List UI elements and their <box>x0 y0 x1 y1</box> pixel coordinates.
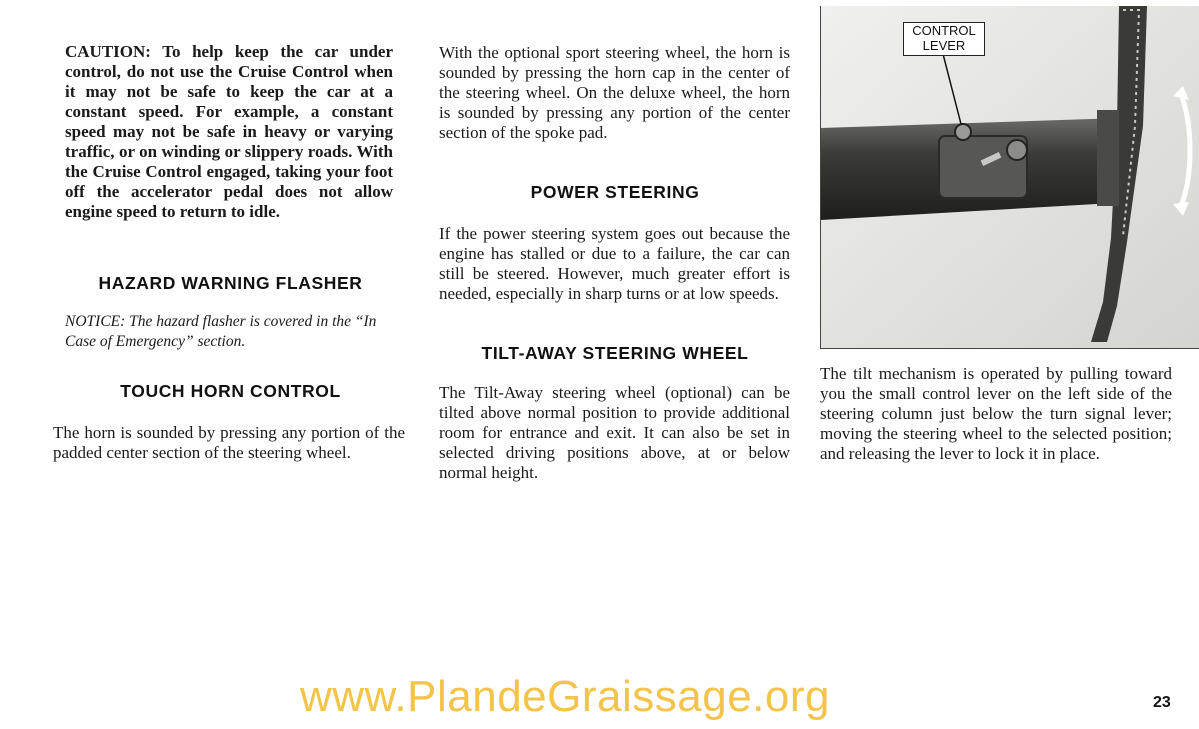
callout-line-1: CONTROL <box>912 23 976 38</box>
steering-column-illustration <box>821 6 1199 348</box>
tilt-away-heading: TILT-AWAY STEERING WHEEL <box>481 343 749 363</box>
hazard-warning-heading: HAZARD WARNING FLASHER <box>98 273 363 293</box>
tilt-mechanism-paragraph: The tilt mechanism is operated by pulling toward you the small control lever on the left side of the steering column just below the turn signal lever; moving the steering wheel to the selected position; and releasing the lever to lock it in place. <box>820 364 1172 463</box>
power-steering-paragraph: If the power steering system goes out because the engine has stalled or due to a failure, the car can still be steered. However, much greater effort is needed, especially in sharp turns or at low speeds. <box>439 224 790 303</box>
tilt-away-paragraph: The Tilt-Away steering wheel (optional) can be tilted above normal position to provide additional room for entrance and exit. It can also be set in selected driving positions above, at or below normal height. <box>439 383 790 482</box>
hazard-notice: NOTICE: The hazard flasher is covered in the “In Case of Emergency” section. <box>65 313 377 350</box>
website-watermark: www.PlandeGraissage.org <box>300 672 830 721</box>
steering-column-photo <box>820 6 1199 349</box>
touch-horn-heading: TOUCH HORN CONTROL <box>120 381 341 401</box>
control-lever-callout <box>903 22 985 56</box>
caution-paragraph: CAUTION: To help keep the car under control, do not use the Cruise Control when it may not be safe to keep the car at a constant speed. For example, a constant speed may not be safe in heavy or varying traffic, or on winding or slippery roads. With the Cruise Control engaged, taking your foot off the accelerator pedal does not allow engine speed to return to idle. <box>65 42 393 221</box>
sport-wheel-paragraph: With the optional sport steering wheel, the horn is sounded by pressing the horn cap in the center of the steering wheel. On the deluxe wheel, the horn is sounded by pressing any portion of the center section of the spoke pad. <box>439 43 790 142</box>
callout-line-2: LEVER <box>922 38 966 53</box>
power-steering-heading: POWER STEERING <box>530 182 700 202</box>
page-number: 23 <box>1153 694 1171 711</box>
touch-horn-paragraph: The horn is sounded by pressing any portion of the padded center section of the steering wheel. <box>53 423 405 462</box>
